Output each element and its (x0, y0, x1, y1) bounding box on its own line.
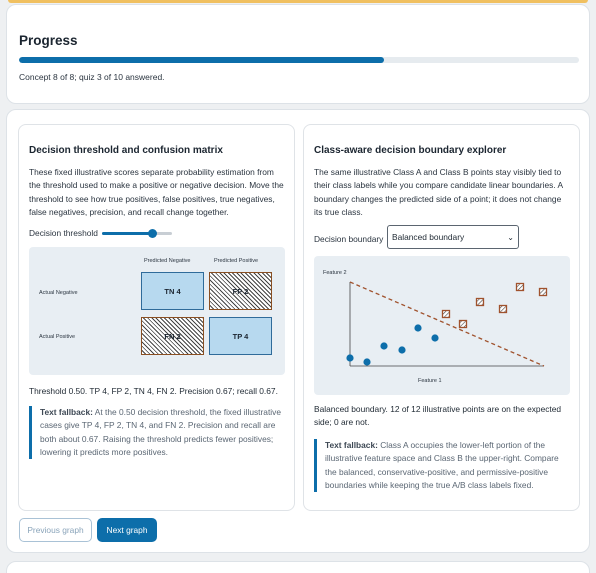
threshold-panel (18, 124, 295, 511)
threshold-summary: Threshold 0.50. TP 4, FP 2, TN 4, FN 2. Precision 0.67; recall 0.67. (29, 386, 278, 396)
class-a-point (414, 324, 421, 331)
graph-card (6, 109, 590, 553)
cell-false-negative-label: FN 2 (164, 331, 181, 341)
class-a-point (431, 334, 438, 341)
cell-false-positive (209, 272, 272, 310)
confusion-matrix (29, 247, 285, 375)
class-a-point (346, 354, 353, 361)
boundary-label: Decision boundary (314, 234, 384, 244)
next-card (6, 561, 590, 573)
boundary-plot-svg (314, 256, 570, 395)
progress-title: Progress (19, 33, 78, 48)
boundary-select-value: Balanced boundary (392, 232, 465, 242)
boundary-panel-intro: The same illustrative Class A and Class B points stay visibly tied to their class labels while you compare candidate linear boundaries. A boundary changes the predicted side of a point; it does not change its true class. (314, 167, 563, 217)
y-axis-label: Feature 2 (323, 270, 347, 276)
class-a-point (363, 358, 370, 365)
threshold-slider-fill (102, 232, 152, 235)
progress-card (6, 4, 590, 104)
boundary-text-fallback (314, 439, 571, 492)
top-accent-line (8, 0, 588, 3)
threshold-slider-thumb[interactable] (148, 229, 157, 238)
x-axis-label: Feature 1 (418, 378, 442, 384)
cell-true-positive (209, 317, 272, 355)
cell-true-negative-label: TN 4 (164, 286, 181, 296)
progress-status: Concept 8 of 8; quiz 3 of 10 answered. (19, 72, 165, 82)
class-a-point (398, 346, 405, 353)
boundary-select[interactable] (387, 225, 519, 249)
decision-boundary-line (350, 282, 544, 366)
points-layer (346, 284, 546, 366)
next-graph-button[interactable]: Next graph (97, 518, 157, 542)
previous-graph-button[interactable]: Previous graph (19, 518, 92, 542)
fallback-text: Class A occupies the lower-left portion of the illustrative feature space and Class B the upper-right. Compare the balanced, conservative-positive, and permissive-positive boundaries while keeping the true A/B class labels fixed. (325, 440, 559, 490)
progress-bar-fill (19, 57, 384, 63)
column-header-predicted-negative: Predicted Negative (144, 258, 191, 264)
boundary-panel-title: Class-aware decision boundary explorer (314, 145, 507, 156)
progress-bar (19, 57, 579, 63)
boundary-plot (314, 256, 570, 395)
threshold-label: Decision threshold (29, 228, 98, 238)
row-header-actual-positive: Actual Positive (39, 334, 76, 340)
class-b-point (500, 306, 507, 313)
chevron-down-icon: ⌄ (507, 232, 514, 242)
boundary-panel (303, 124, 580, 511)
cell-false-positive-label: FP 2 (232, 286, 249, 296)
cell-false-negative (141, 317, 204, 355)
threshold-panel-title: Decision threshold and confusion matrix (29, 145, 223, 156)
fallback-label: Text fallback: (40, 407, 93, 417)
class-a-point (380, 342, 387, 349)
cell-true-positive-label: TP 4 (232, 331, 249, 341)
row-header-actual-negative: Actual Negative (39, 290, 78, 296)
class-b-point (517, 284, 524, 291)
threshold-text-fallback (29, 406, 286, 459)
class-b-point (477, 299, 484, 306)
threshold-slider[interactable] (102, 229, 172, 237)
class-b-point (460, 321, 467, 328)
fallback-text: At the 0.50 decision threshold, the fixed illustrative cases give TP 4, FP 2, TN 4, and FN 2. Precision and recall are both about 0.67. Raising the threshold predicts fewer positives; lowering it predicts more positives. (40, 407, 281, 457)
threshold-panel-intro: These fixed illustrative scores separate probability estimation from the threshold used to make a positive or negative decision. Move the threshold to see how true positives, false positives, true negatives, false negatives, precision, and recall change together. (29, 167, 284, 217)
class-b-point (443, 311, 450, 318)
class-b-point (540, 289, 547, 296)
column-header-predicted-positive: Predicted Positive (214, 258, 259, 264)
cell-true-negative (141, 272, 204, 310)
fallback-label: Text fallback: (325, 440, 378, 450)
boundary-summary: Balanced boundary. 12 of 12 illustrative points are on the expected side; 0 are not. (314, 404, 562, 428)
